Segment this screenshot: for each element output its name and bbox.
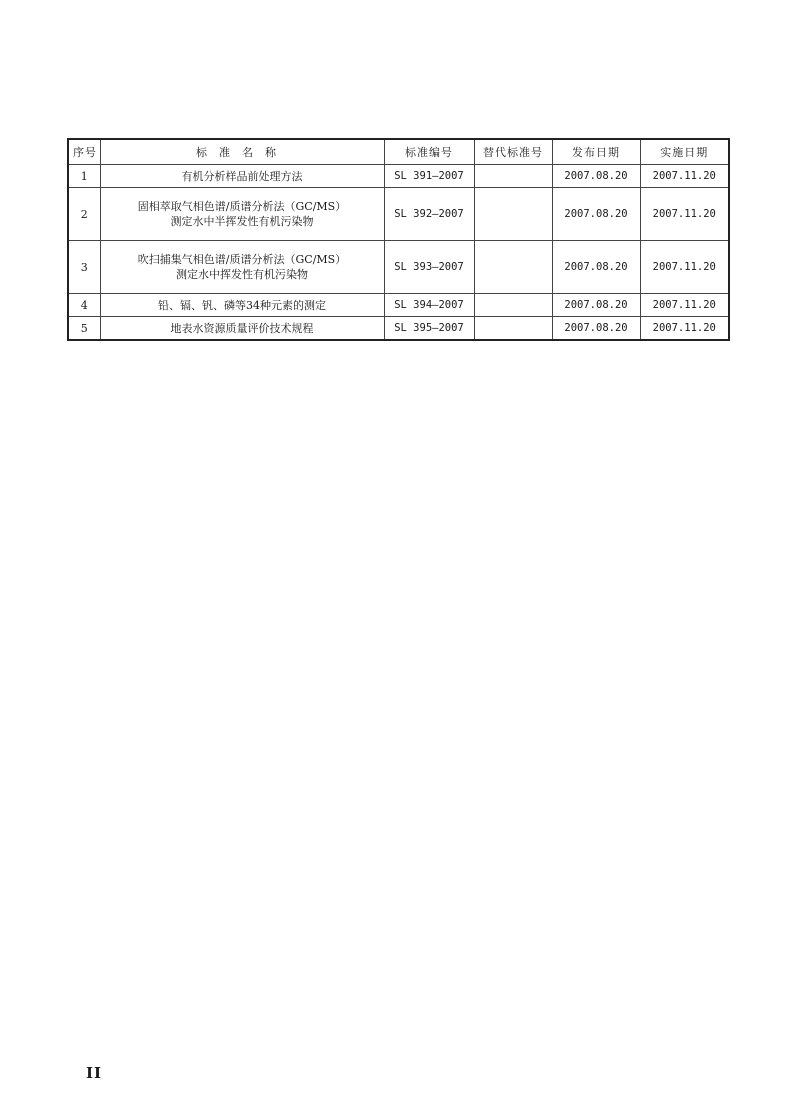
header-serial-number: 序号 [68, 139, 100, 165]
cell-standard-code: SL 394—2007 [384, 294, 474, 317]
standard-name-line: 铅、镉、钒、磷等34种元素的测定 [158, 298, 326, 312]
cell-standard-name [100, 188, 384, 241]
cell-replaced-standard [474, 294, 552, 317]
cell-standard-code: SL 391—2007 [384, 165, 474, 188]
standard-name-line: 有机分析样品前处理方法 [181, 169, 303, 183]
table-row [68, 241, 729, 294]
cell-publish-date: 2007.08.20 [552, 165, 640, 188]
cell-effective-date: 2007.11.20 [640, 294, 729, 317]
cell-standard-code: SL 392—2007 [384, 188, 474, 241]
cell-replaced-standard [474, 188, 552, 241]
table-row [68, 165, 729, 188]
cell-standard-code: SL 393—2007 [384, 241, 474, 294]
cell-serial-number: 1 [68, 165, 100, 188]
cell-publish-date: 2007.08.20 [552, 317, 640, 341]
table-row [68, 188, 729, 241]
cell-serial-number: 2 [68, 188, 100, 241]
cell-effective-date: 2007.11.20 [640, 241, 729, 294]
cell-effective-date: 2007.11.20 [640, 188, 729, 241]
cell-standard-name [100, 165, 384, 188]
cell-replaced-standard [474, 165, 552, 188]
cell-standard-name [100, 294, 384, 317]
header-replaced-standard: 替代标准号 [474, 139, 552, 165]
cell-replaced-standard [474, 317, 552, 341]
cell-effective-date: 2007.11.20 [640, 317, 729, 341]
cell-standard-code: SL 395—2007 [384, 317, 474, 341]
cell-publish-date: 2007.08.20 [552, 188, 640, 241]
header-standard-code: 标准编号 [384, 139, 474, 165]
standard-name-line: 测定水中挥发性有机污染物 [176, 268, 308, 281]
cell-effective-date: 2007.11.20 [640, 165, 729, 188]
cell-publish-date: 2007.08.20 [552, 294, 640, 317]
standard-name-line: 吹扫捕集气相色谱/质谱分析法（GC/MS） [137, 253, 347, 266]
standards-table-container [67, 138, 728, 341]
cell-replaced-standard [474, 241, 552, 294]
cell-standard-name [100, 317, 384, 341]
cell-serial-number: 4 [68, 294, 100, 317]
table-row [68, 317, 729, 341]
standards-table [67, 138, 730, 341]
table-row [68, 294, 729, 317]
header-effective-date: 实施日期 [640, 139, 729, 165]
standard-name-line: 测定水中半挥发性有机污染物 [170, 215, 314, 228]
cell-standard-name [100, 241, 384, 294]
header-standard-name: 标准名称 [100, 139, 384, 165]
standard-name-line: 固相萃取气相色谱/质谱分析法（GC/MS） [137, 200, 347, 213]
table-header-row [68, 139, 729, 165]
standard-name-line: 地表水资源质量评价技术规程 [170, 321, 314, 335]
cell-serial-number: 5 [68, 317, 100, 341]
page-number: II [86, 1064, 103, 1082]
cell-publish-date: 2007.08.20 [552, 241, 640, 294]
header-publish-date: 发布日期 [552, 139, 640, 165]
cell-serial-number: 3 [68, 241, 100, 294]
